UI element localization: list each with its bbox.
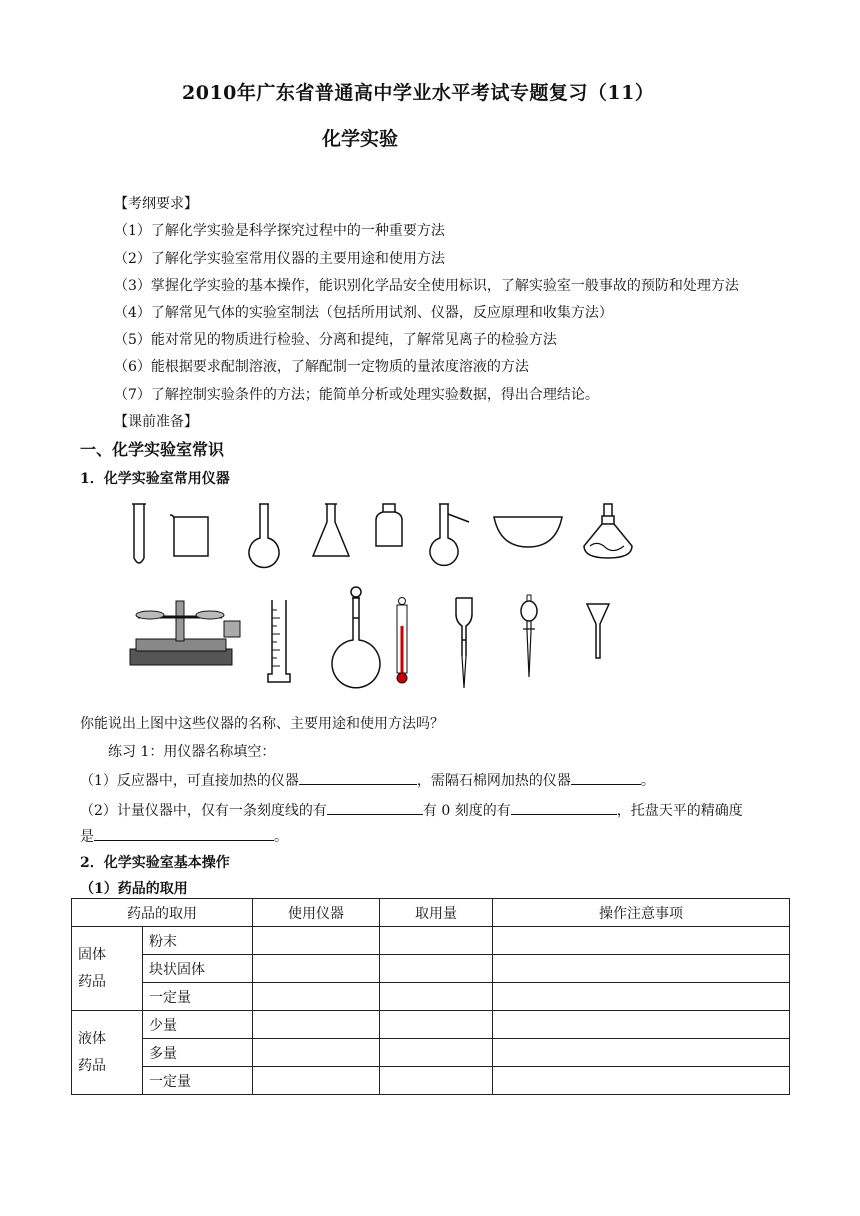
test-tube-icon — [128, 502, 150, 570]
exercise-question-2 — [80, 800, 743, 820]
answer-blank[interactable] — [511, 800, 617, 815]
table-row — [72, 983, 790, 1011]
answer-blank[interactable] — [94, 826, 274, 841]
syllabus-item: （1）了解化学实验是科学探究过程中的一种重要方法 — [114, 223, 445, 239]
graduated-cylinder-icon — [268, 598, 290, 684]
round-flask-icon — [243, 502, 285, 570]
separatory-funnel-icon — [518, 593, 540, 679]
answer-cell[interactable] — [253, 927, 380, 955]
exercise-text: 。 — [274, 829, 288, 845]
answer-cell[interactable] — [493, 1039, 790, 1067]
answer-cell[interactable] — [253, 1039, 380, 1067]
exercise-question-1 — [80, 770, 655, 790]
answer-cell[interactable] — [253, 1011, 380, 1039]
answer-cell[interactable] — [380, 1067, 493, 1095]
table-header: 使用仪器 — [253, 899, 380, 927]
answer-cell[interactable] — [493, 1011, 790, 1039]
answer-cell[interactable] — [493, 927, 790, 955]
table-cell: 块状固体 — [143, 955, 253, 983]
syllabus-item: （6）能根据要求配制溶液，了解配制一定物质的量浓度溶液的方法 — [114, 359, 529, 375]
table-cell: 少量 — [143, 1011, 253, 1039]
answer-cell[interactable] — [380, 927, 493, 955]
syllabus-item: （2）了解化学实验室常用仪器的主要用途和使用方法 — [114, 251, 445, 267]
exercise-text: 。 — [640, 773, 655, 789]
answer-blank[interactable] — [299, 770, 417, 785]
volumetric-flask-icon — [328, 584, 384, 686]
funnel-icon — [585, 602, 611, 660]
group-label-liquid: 液体 药品 — [72, 1011, 143, 1095]
page-subtitle: 化学实验 — [322, 128, 399, 150]
table-cell: 粉末 — [143, 927, 253, 955]
syllabus-item: （3）掌握化学实验的基本操作，能识别化学品安全使用标识，了解实验室一般事故的预防和处理方法 — [114, 278, 739, 294]
distilling-flask-icon — [425, 502, 473, 570]
table-cell: 一定量 — [143, 983, 253, 1011]
table-header: 药品的取用 — [72, 899, 253, 927]
exercise-text: 是 — [80, 829, 94, 845]
table-cell: 一定量 — [143, 1067, 253, 1095]
exercise-question-2-cont — [80, 826, 288, 846]
table-header-row — [72, 899, 790, 927]
exercise-text: （1）反应器中，可直接加热的仪器 — [80, 773, 299, 789]
beaker-icon — [168, 512, 214, 560]
page-title: 2010年广东省普通高中学业水平考试专题复习（11） — [182, 82, 655, 104]
syllabus-item: （5）能对常见的物质进行检验、分离和提纯，了解常见离子的检验方法 — [114, 332, 557, 348]
syllabus-item: （4）了解常见气体的实验室制法（包括所用试剂、仪器，反应原理和收集方法） — [114, 305, 613, 321]
exercise-text: 有 0 刻度的有 — [422, 803, 511, 819]
table-cell: 多量 — [143, 1039, 253, 1067]
answer-cell[interactable] — [493, 1067, 790, 1095]
table-row — [72, 955, 790, 983]
dropping-funnel-icon — [452, 596, 476, 690]
table-header: 操作注意事项 — [493, 899, 790, 927]
alcohol-lamp-icon — [580, 500, 636, 562]
table-row — [72, 1067, 790, 1095]
section-heading: 一、化学实验室常识 — [80, 440, 225, 459]
reagent-bottle-icon — [373, 502, 405, 550]
answer-cell[interactable] — [253, 1067, 380, 1095]
prep-heading: 【课前准备】 — [114, 414, 198, 430]
exercise-label: 练习 1：用仪器名称填空： — [108, 744, 276, 760]
drug-handling-table — [71, 898, 790, 1095]
answer-cell[interactable] — [253, 955, 380, 983]
exercise-text: ，需隔石棉网加热的仪器 — [416, 773, 571, 789]
subsection-heading: 2．化学实验室基本操作 — [80, 855, 230, 871]
syllabus-item: （7）了解控制实验条件的方法；能简单分析或处理实验数据，得出合理结论。 — [114, 387, 599, 403]
exercise-text: ，托盘天平的精确度 — [616, 803, 743, 819]
answer-cell[interactable] — [253, 983, 380, 1011]
answer-cell[interactable] — [493, 983, 790, 1011]
subsection-heading: （1）药品的取用 — [80, 881, 188, 897]
exercise-text: （2）计量仪器中，仅有一条刻度线的有 — [80, 803, 327, 819]
instrument-question: 你能说出上图中这些仪器的名称、主要用途和使用方法吗？ — [80, 716, 444, 732]
answer-cell[interactable] — [380, 1011, 493, 1039]
evaporating-dish-icon — [492, 513, 564, 551]
answer-blank[interactable] — [327, 800, 423, 815]
thermometer-icon — [393, 596, 411, 686]
balance-icon — [128, 595, 244, 671]
subsection-heading: 1．化学实验室常用仪器 — [80, 471, 230, 487]
answer-cell[interactable] — [380, 983, 493, 1011]
table-header: 取用量 — [380, 899, 493, 927]
answer-blank[interactable] — [571, 770, 641, 785]
conical-flask-icon — [310, 502, 352, 560]
table-row — [72, 1039, 790, 1067]
table-row — [72, 927, 790, 955]
group-label-solid: 固体 药品 — [72, 927, 143, 1011]
answer-cell[interactable] — [380, 1039, 493, 1067]
syllabus-heading: 【考纲要求】 — [114, 196, 198, 212]
table-row — [72, 1011, 790, 1039]
answer-cell[interactable] — [493, 955, 790, 983]
answer-cell[interactable] — [380, 955, 493, 983]
